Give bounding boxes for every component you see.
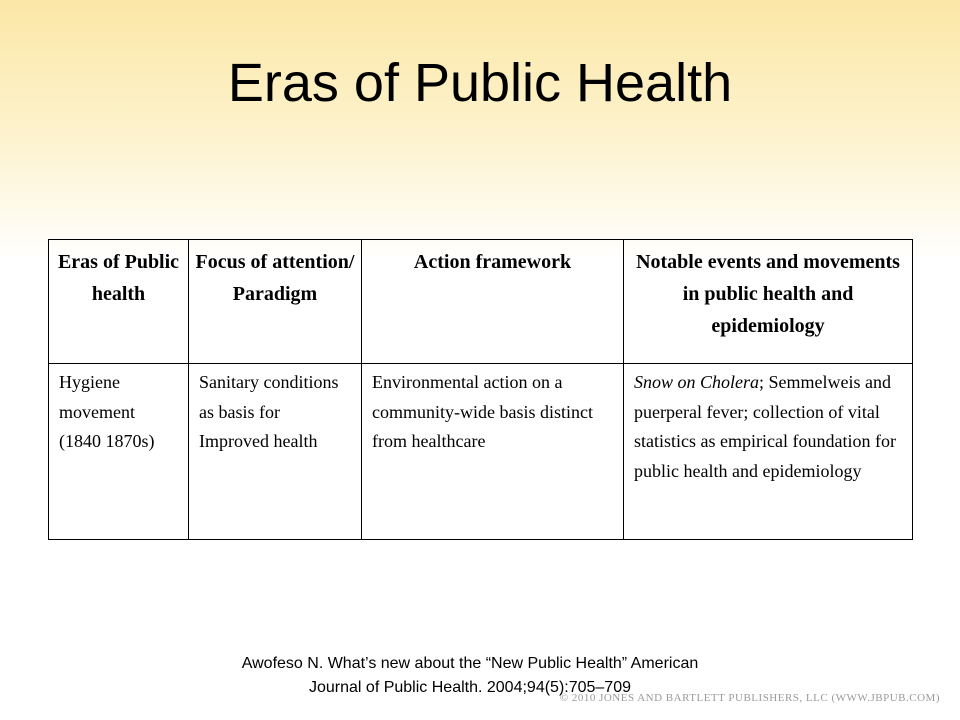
cell-notable [624,364,913,540]
table-row [49,364,913,540]
cell-action: Environmental action on a community-wide basis distinct from healthcare [362,364,624,540]
header-eras: Eras of Public health [49,240,189,364]
slide-title: Eras of Public Health [227,53,733,113]
notable-text: ; Semmelweis and puerperal fever; collection of vital statistics as empirical foundation for public health and epidemiology [634,372,896,481]
notable-italic-text: Snow on Cholera [634,372,760,392]
eras-table [48,239,913,540]
header-action: Action framework [362,240,624,364]
table-header-row [49,240,913,364]
cell-focus: Sanitary conditions as basis for Improved health [189,364,362,540]
citation-line-1: Awofeso N. What’s new about the “New Public Health” American [241,655,699,672]
cell-era: Hygiene movement (1840 1870s) [49,364,189,540]
citation-line-2: Journal of Public Health. 2004;94(5):705–709 [309,679,631,696]
header-focus: Focus of attention/ Paradigm [189,240,362,364]
header-notable: Notable events and movements in public health and epidemiology [624,240,913,364]
copyright-notice: © 2010 JONES AND BARTLETT PUBLISHERS, LLC (WWW.JBPUB.COM) [559,692,940,704]
